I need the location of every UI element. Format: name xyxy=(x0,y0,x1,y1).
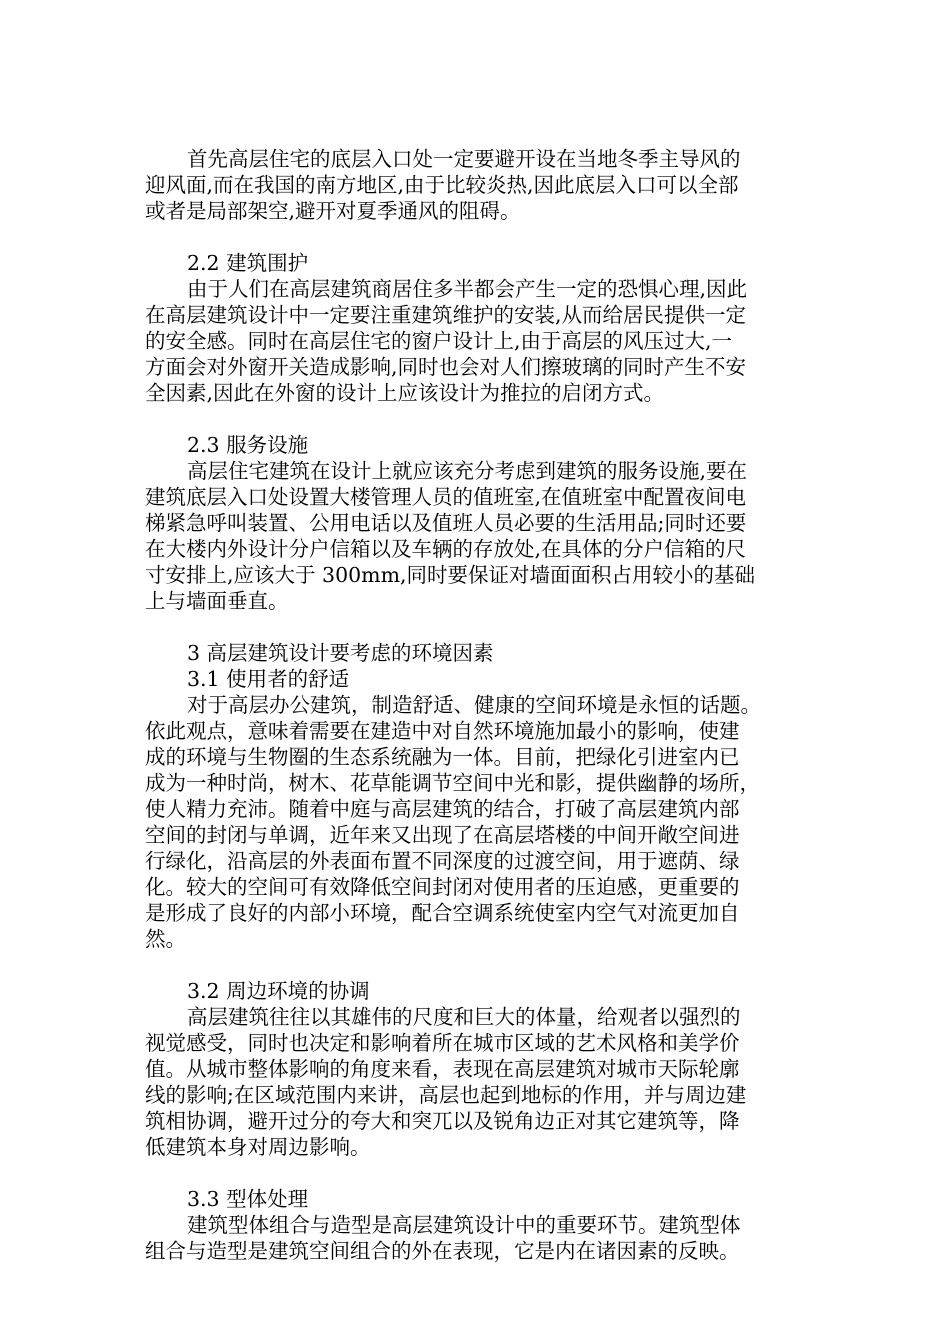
paragraph-gap xyxy=(145,406,810,432)
text-line: 寸安排上,应该大于 300mm,同时要保证对墙面面积占用较小的基础 xyxy=(145,563,756,587)
text-line: 3.2 周边环境的协调 xyxy=(187,979,370,1003)
paragraph-gap xyxy=(145,1160,810,1186)
text-line: 值。从城市整体影响的角度来看，表现在高层建筑对城市天际轮廓 xyxy=(145,1057,740,1081)
text-line: 由于人们在高层建筑商居住多半都会产生一定的恐惧心理,因此 xyxy=(187,277,748,301)
text-line: 建筑型体组合与造型是高层建筑设计中的重要环节。建筑型体 xyxy=(187,1213,741,1237)
text-line: 梯紧急呼叫装置、公用电话以及值班人员必要的生活用品;同时还要 xyxy=(145,511,747,535)
text-line: 行绿化，沿高层的外表面布置不同深度的过渡空间，用于遮荫、绿 xyxy=(145,849,740,873)
text-line: 低建筑本身对周边影响。 xyxy=(145,1135,371,1159)
paragraph-gap xyxy=(145,224,810,250)
text-line: 2.3 服务设施 xyxy=(187,433,309,457)
text-line: 是形成了良好的内部小环境，配合空调系统使室内空气对流更加自 xyxy=(145,901,740,925)
paragraph-gap xyxy=(145,952,810,978)
text-line: 依此观点，意味着需要在建造中对自然环境施加最小的影响，使建 xyxy=(145,719,740,743)
text-line: 在大楼内外设计分户信箱以及车辆的存放处,在具体的分户信箱的尺 xyxy=(145,537,747,561)
text-line: 成为一种时尚，树木、花草能调节空间中光和影，提供幽静的场所， xyxy=(145,771,760,795)
text-line: 使人精力充沛。随着中庭与高层建筑的结合，打破了高层建筑内部 xyxy=(145,797,740,821)
text-line: 或者是局部架空,避开对夏季通风的阻碍。 xyxy=(145,199,521,223)
text-line: 然。 xyxy=(145,927,186,951)
text-line: 全因素,因此在外窗的设计上应该设计为推拉的启闭方式。 xyxy=(145,381,665,405)
text-line: 上与墙面垂直。 xyxy=(145,589,289,613)
text-line: 在高层建筑设计中一定要注重建筑维护的安装,从而给居民提供一定 xyxy=(145,303,747,327)
text-line: 方面会对外窗开关造成影响,同时也会对人们擦玻璃的同时产生不安 xyxy=(145,355,747,379)
text-line: 3.1 使用者的舒适 xyxy=(187,667,350,691)
text-line: 高层住宅建筑在设计上就应该充分考虑到建筑的服务设施,要在 xyxy=(187,459,748,483)
text-line: 迎风面,而在我国的南方地区,由于比较炎热,因此底层入口可以全部 xyxy=(145,173,739,197)
text-line: 组合与造型是建筑空间组合的外在表现，它是内在诸因素的反映。 xyxy=(145,1239,740,1263)
text-line: 筑相协调，避开过分的夸大和突兀以及锐角边正对其它建筑等，降 xyxy=(145,1109,740,1133)
text-line: 线的影响;在区域范围内来讲，高层也起到地标的作用，并与周边建 xyxy=(145,1083,747,1107)
text-line: 建筑底层入口处设置大楼管理人员的值班室,在值班室中配置夜间电 xyxy=(145,485,747,509)
paragraph-gap xyxy=(145,614,810,640)
text-line: 首先高层住宅的底层入口处一定要避开设在当地冬季主导风的 xyxy=(187,147,741,171)
text-line: 3.3 型体处理 xyxy=(187,1187,309,1211)
text-line: 对于高层办公建筑，制造舒适、健康的空间环境是永恒的话题。 xyxy=(187,693,761,717)
document-body xyxy=(145,146,810,1264)
text-line: 视觉感受，同时也决定和影响着所在城市区域的艺术风格和美学价 xyxy=(145,1031,740,1055)
text-line: 的安全感。同时在高层住宅的窗户设计上,由于高层的风压过大,一 xyxy=(145,329,733,353)
text-line: 成的环境与生物圈的生态系统融为一体。目前，把绿化引进室内已 xyxy=(145,745,740,769)
text-line: 化。较大的空间可有效降低空间封闭对使用者的压迫感，更重要的 xyxy=(145,875,740,899)
text-line: 高层建筑往往以其雄伟的尺度和巨大的体量，给观者以强烈的 xyxy=(187,1005,741,1029)
text-line: 3 高层建筑设计要考虑的环境因素 xyxy=(187,641,494,665)
text-line: 2.2 建筑围护 xyxy=(187,251,309,275)
text-line: 空间的封闭与单调，近年来又出现了在高层塔楼的中间开敞空间进 xyxy=(145,823,740,847)
